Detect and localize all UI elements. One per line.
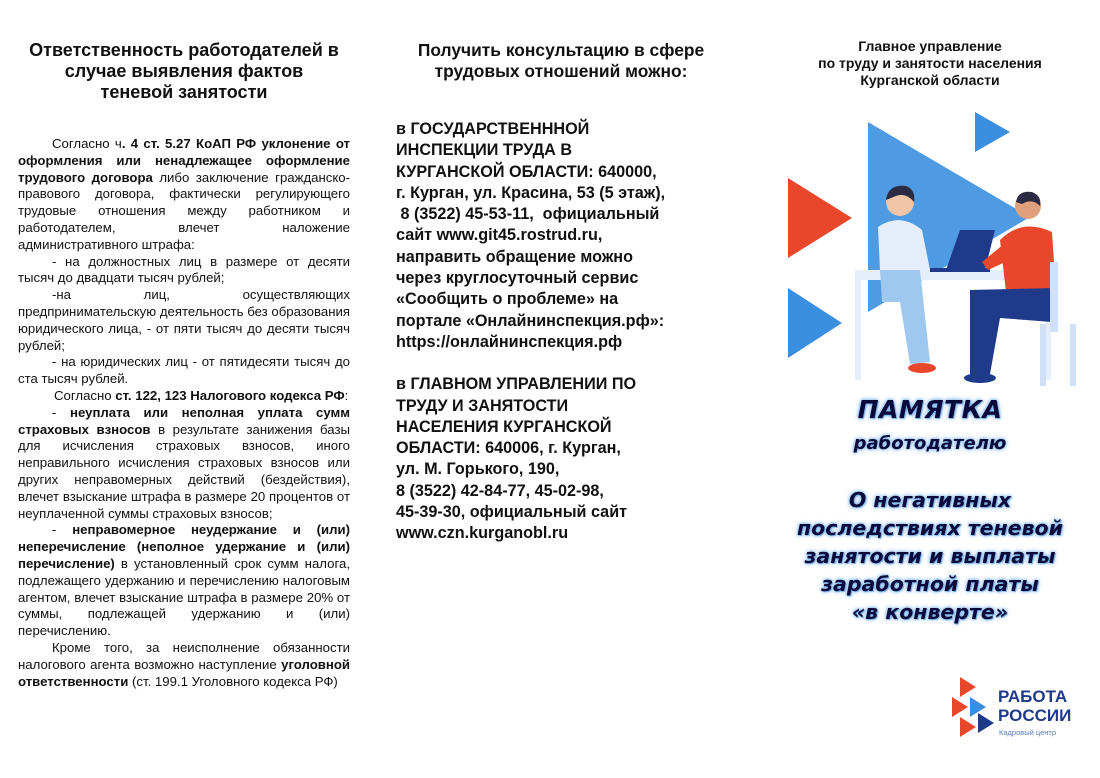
labor-inspection-contacts [396,119,726,353]
middle-title: Получить консультацию в сфере трудовых отношений можно: [417,40,705,81]
left-title: Ответственность работодателей в случае выявления фактов теневой занятости [29,40,339,102]
text-run: : [344,387,349,403]
right-column [770,0,1100,778]
contact-line: «Сообщить о проблеме» на [396,290,619,309]
text-run: Согласно [54,387,116,403]
text-run-bold: неуплата или неполная уплата сумм страховых взносов [18,404,350,437]
blue-triangle-small [788,288,842,358]
laptop-base [930,268,990,272]
text-run: либо заключение гражданско-правового договора, фактически регулирующего трудовые отношения между работником и работодателем, влечет наложение административного штрафа: [18,169,350,252]
org-line: Курганской области [860,72,1000,88]
table-leg [855,280,861,380]
employment-office-contacts [396,374,726,544]
subject-line: последствиях теневой [796,516,1064,540]
chair-back [1050,262,1058,332]
subject-line: занятости и выплаты [804,544,1056,568]
text-run: (ст. 199.1 Уголовного кодекса РФ) [128,673,338,689]
portal-link[interactable]: https://онлайнинспекция.рф [396,332,623,351]
text-run: - [52,404,70,420]
paragraph-tax-code [18,388,350,405]
text-run: - [52,522,73,538]
contact-line: ОБЛАСТИ: 640006, г. Курган, [396,439,621,458]
contact-line: в ГОСУДАРСТВЕНННОЙ [396,120,590,138]
contact-line: 8 (3522) 42-84-77, 45-02-98, [396,481,604,500]
subject-line: О негативных [848,488,1012,512]
paragraph-legal-entities: - на юридических лиц - от пятидесяти тысяч до ста тысяч рублей. [18,354,350,387]
middle-column [396,40,726,566]
paragraph-insurance [18,405,350,523]
text-run-bold: . 4 ст. 5.27 КоАП РФ уклонение от оформления или ненадлежащее оформление трудового договора [18,136,351,185]
text-run-bold: ст. 122, 123 Налогового кодекса РФ [115,387,345,403]
text-run-bold: неправомерное неудержание и (или) неперечисление (неполное удержание и (или) перечисление) [18,522,350,571]
subject-line: «в конверте» [851,600,1009,624]
contact-line: НАСЕЛЕНИЯ КУРГАНСКОЙ [396,417,612,436]
memo-subheading: работодателю [853,433,1007,454]
rabota-rossii-logo [950,675,1080,745]
paragraph-koap [18,136,350,254]
text-run-bold: уголовной ответственности [18,656,350,689]
person-left-shoe [908,363,936,373]
contact-line: 45-39-30, официальный сайт [396,503,628,522]
contact-line: направить обращение можно [396,247,633,266]
organization-name [770,38,1090,89]
paragraph-officials: - на должностных лиц в размере от десяти тысяч до двадцати тысяч рублей; [18,253,350,286]
contact-line: ул. М. Горького, 190, [396,460,560,479]
person-right-shoe [964,373,996,383]
memo-subject [770,486,1090,626]
contact-line: КУРГАНСКОЙ ОБЛАСТИ: 640000, [396,162,657,181]
contact-line: ТРУДУ И ЗАНЯТОСТИ [396,396,569,415]
text-run: Кроме того, за неисполнение обязанности налогового агента возможно наступление [18,639,350,672]
paragraph-criminal [18,640,350,690]
logo-subtitle: Кадровый центр [999,728,1057,737]
person-left-legs [880,270,930,364]
memo-heading: ПАМЯТКА [857,395,1003,424]
left-body [18,136,350,690]
contact-line: г. Курган, ул. Красина, 53 (5 этаж), [396,183,666,202]
website-line[interactable]: сайт www.git45.rostrud.ru, [396,226,603,245]
chair-leg [1070,324,1076,386]
logo-line: РАБОТА [998,687,1068,706]
chair-leg [1040,324,1046,386]
website-link[interactable]: www.czn.kurganobl.ru [396,524,569,543]
left-column [18,40,350,690]
subject-line: заработной платы [821,572,1039,596]
logo-mark-icon [950,675,998,743]
contact-line: в ГЛАВНОМ УПРАВЛЕНИИ ПО [396,375,637,394]
logo-text [998,687,1071,725]
paragraph-entrepreneurs: -на лиц, осуществляющих предпринимательскую деятельность без образования юридического лица, - от пяти тысяч до десяти тысяч рублей; [18,287,350,353]
text-run: в установленный срок сумм налога, подлежащего удержанию и перечислению налоговым агентом, влечет взыскание штрафа в размере 20% от суммы, подлежащей удержанию и (или) перечислению. [18,555,350,639]
contact-line: 8 (3522) 45-53-11, официальный [396,205,660,224]
contact-line: ИНСПЕКЦИИ ТРУДА В [396,141,573,160]
contact-line: через круглосуточный сервис [396,269,639,288]
red-triangle [788,178,852,258]
office-consultation-illustration [770,112,1090,388]
org-line: Главное управление [858,38,1002,54]
org-line: по труду и занятости населения [818,55,1042,71]
blue-triangle-top-right [975,112,1010,152]
paragraph-tax-agent [18,522,350,640]
text-run: в результате занижения базы для исчисления страховых взносов, иного неправильного исчисления страховых взносов или других неправомерных действий (бездействия), влечет взыскание штрафа в размере 20 процентов от неуплаченной суммы страховых взносов; [18,421,350,521]
text-run: Согласно ч [52,136,122,151]
logo-line: РОССИИ [998,706,1072,725]
contact-line: портале «Онлайнинспекция.рф»: [396,311,665,330]
